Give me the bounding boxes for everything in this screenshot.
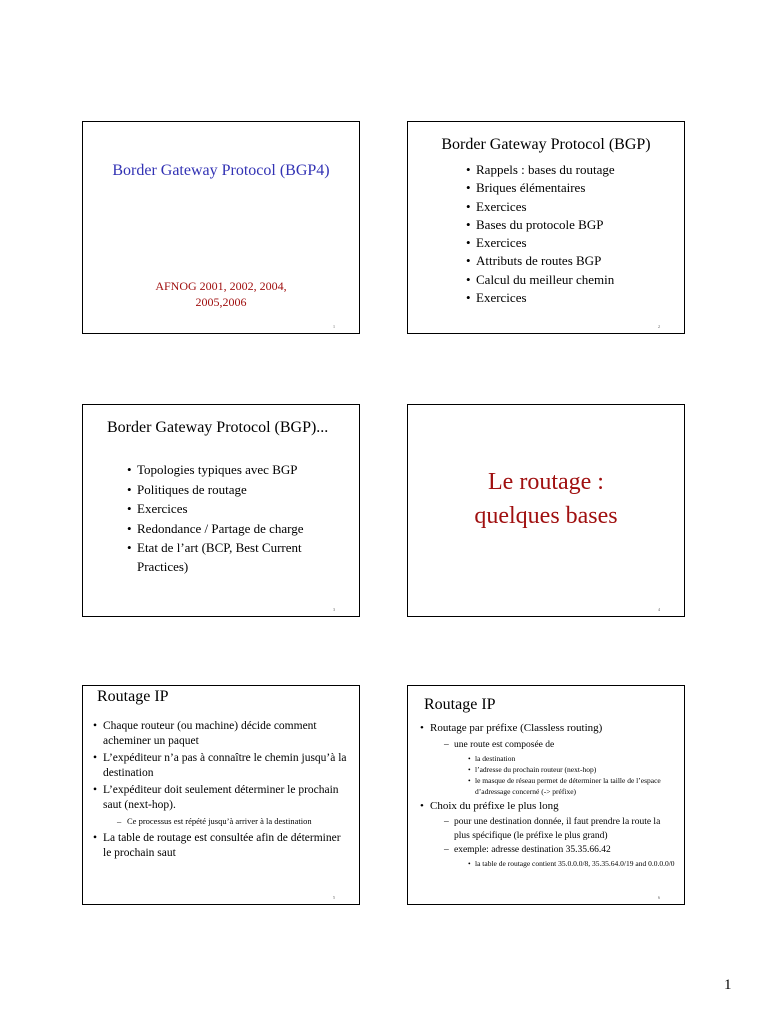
slide-3-bullet-list xyxy=(127,461,337,577)
slide-5-sub-list xyxy=(117,815,351,827)
list-item: • Topologies typiques avec BGP xyxy=(127,461,337,480)
slide-2-bullet-list xyxy=(466,161,615,307)
slide-6-bullet-list xyxy=(420,721,678,869)
sub-list-item xyxy=(444,843,678,869)
page-number: 1 xyxy=(724,977,732,993)
list-item: • L’expéditeur n’a pas à connaître le chemin jusqu’à la destination xyxy=(93,751,351,781)
list-item-text: Choix du préfixe le plus long xyxy=(430,799,559,812)
sub-list-item: – pour une destination donnée, il faut prendre la route la plus spécifique (le préfixe le plus grand) xyxy=(444,815,678,843)
slide-3-title: Border Gateway Protocol (BGP)... xyxy=(107,419,329,436)
slide-1-number: 1 xyxy=(333,324,335,329)
subsub-list-item: • l’adresse du prochain routeur (next-hop) xyxy=(468,764,678,775)
slide-6-content xyxy=(420,721,678,871)
list-item: • Exercices xyxy=(127,500,337,519)
slide-4-title-line-2: quelques bases xyxy=(474,503,618,529)
slide-1-subtitle-line-1: AFNOG 2001, 2002, 2004, xyxy=(155,279,287,293)
list-item: • Exercices xyxy=(466,234,615,252)
list-item xyxy=(420,799,678,870)
slide-5-bullet-list xyxy=(93,719,351,861)
list-item-text: L’expéditeur doit seulement déterminer le prochain saut (next-hop). xyxy=(103,784,339,811)
list-item: • Briques élémentaires xyxy=(466,179,615,197)
slide-6-title: Routage IP xyxy=(424,696,496,713)
list-item: • Exercices xyxy=(466,198,615,216)
slide-5-number: 5 xyxy=(333,895,335,900)
slide-2-number: 2 xyxy=(658,324,660,329)
subsub-list-item: • la destination xyxy=(468,753,678,764)
slide-6-subsub-list-1 xyxy=(468,753,678,797)
list-item: • Etat de l’art (BCP, Best Current Practices) xyxy=(127,539,337,576)
list-item xyxy=(420,721,678,797)
subsub-list-item: • le masque de réseau permet de déterminer la taille de l’espace d’adressage concerné (-> préfixe) xyxy=(468,775,678,797)
subsub-list-item: • la table de routage contient 35.0.0.0/8, 35.35.64.0/19 and 0.0.0.0/0 xyxy=(468,858,678,869)
slide-1 xyxy=(82,121,360,334)
sub-list-item-text: une route est composée de xyxy=(454,739,555,750)
slide-4-title-line-1: Le routage : xyxy=(488,469,604,495)
list-item xyxy=(93,783,351,827)
sub-list-item xyxy=(444,738,678,797)
slide-1-title: Border Gateway Protocol (BGP4) xyxy=(112,162,330,179)
slide-6-number: 6 xyxy=(658,895,660,900)
slide-4-title xyxy=(408,465,684,533)
slide-6-sub-list-1 xyxy=(444,738,678,797)
slide-5 xyxy=(82,685,360,905)
list-item: • Chaque routeur (ou machine) décide comment acheminer un paquet xyxy=(93,719,351,749)
list-item: • La table de routage est consultée afin de déterminer le prochain saut xyxy=(93,831,351,861)
list-item: • Exercices xyxy=(466,289,615,307)
slide-3 xyxy=(82,404,360,617)
slide-1-subtitle-line-2: 2005,2006 xyxy=(195,295,247,309)
slide-2-title: Border Gateway Protocol (BGP) xyxy=(441,136,651,153)
slide-5-content xyxy=(93,719,351,863)
list-item: • Rappels : bases du routage xyxy=(466,161,615,179)
slide-3-number: 3 xyxy=(333,607,335,612)
slide-4 xyxy=(407,404,685,617)
list-item-text: Routage par préfixe (Classless routing) xyxy=(430,722,603,734)
sub-list-item: – Ce processus est répété jusqu’à arriver à la destination xyxy=(117,815,351,827)
sub-list-item-text: exemple: adresse destination 35.35.66.42 xyxy=(454,845,611,855)
slide-2 xyxy=(407,121,685,334)
slide-5-title: Routage IP xyxy=(97,688,169,705)
list-item: • Bases du protocole BGP xyxy=(466,216,615,234)
list-item: • Redondance / Partage de charge xyxy=(127,520,337,539)
slide-6 xyxy=(407,685,685,905)
list-item: • Attributs de routes BGP xyxy=(466,252,615,270)
list-item: • Politiques de routage xyxy=(127,481,337,500)
slide-1-subtitle xyxy=(83,278,359,310)
slide-4-number: 4 xyxy=(658,607,660,612)
slide-6-subsub-list-2 xyxy=(468,858,678,869)
slide-6-sub-list-2 xyxy=(444,815,678,869)
list-item: • Calcul du meilleur chemin xyxy=(466,271,615,289)
